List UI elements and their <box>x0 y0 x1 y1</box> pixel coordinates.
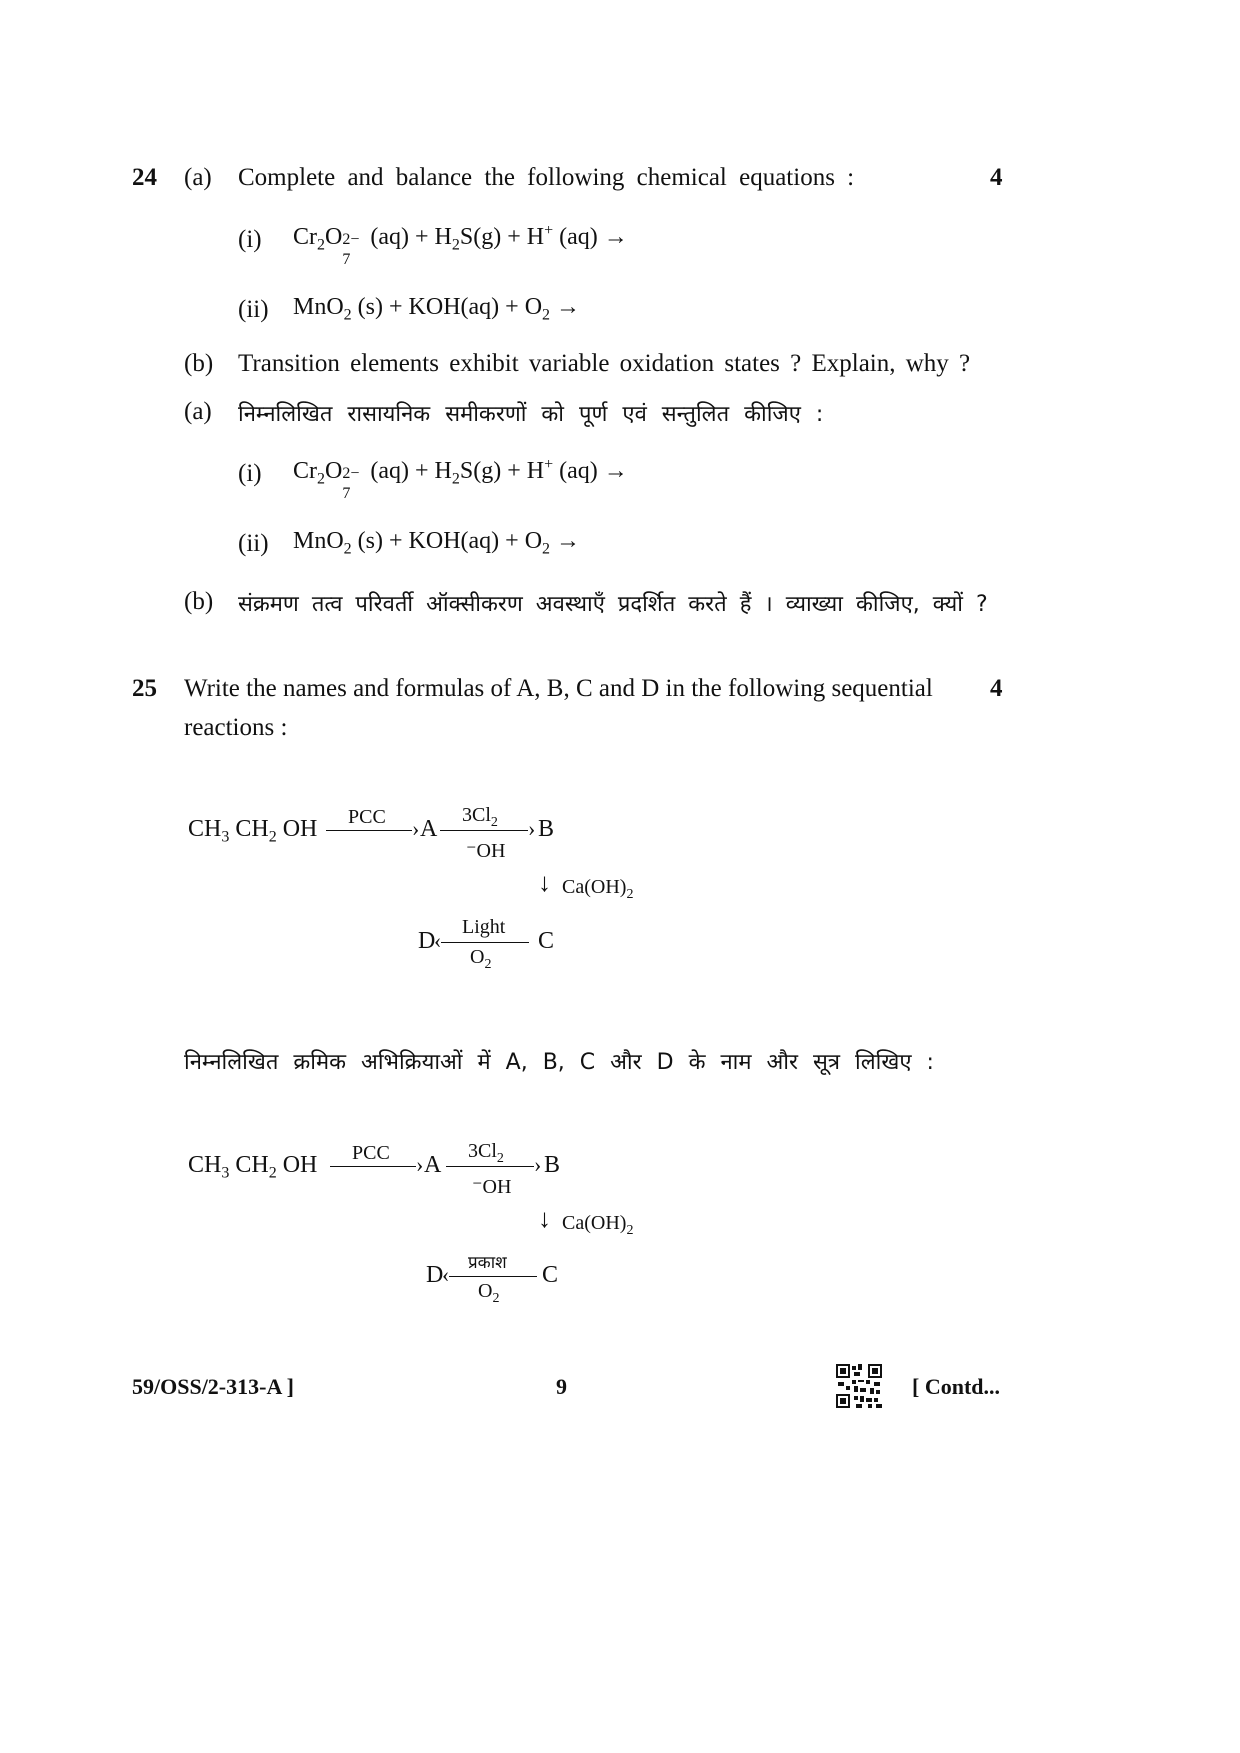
q24-marks: 4 <box>990 164 1003 191</box>
reagent-hydroxide: ⁻OH <box>466 840 506 862</box>
arrow-right-icon: › <box>326 816 419 842</box>
page-number: 9 <box>556 1374 567 1399</box>
reagent-chlorine: $3Cl_2$ <box>462 804 498 830</box>
q24-en-i-label: (i) <box>238 226 262 253</box>
q24-en-a-label: (a) <box>184 164 212 191</box>
reagent-hydroxide: ⁻OH <box>472 1176 512 1198</box>
product-b: B <box>544 1152 561 1178</box>
q25-marks: 4 <box>990 675 1003 702</box>
q25-hi-text: निम्नलिखित क्रमिक अभिक्रियाओं में A, B, C और D के नाम और सूत्र लिखिए : <box>184 1050 934 1075</box>
arrow-down-icon: ↓ <box>538 868 551 897</box>
product-a: A <box>424 1152 442 1178</box>
q24-en-equation-ii: MnO$_2$ $(s) + KOH(aq) + O_2$ → <box>293 294 581 324</box>
q24-hi-b-label: (b) <box>184 588 214 615</box>
arrow-right-icon: › <box>440 816 535 842</box>
q24-hi-equation-ii: MnO$_2$ $(s) + KOH(aq) + O_2$ → <box>293 528 581 558</box>
product-d: D <box>426 1262 444 1288</box>
q24-en-equation-i: $Cr_2O$ 2− 7 $(aq) + H_2S(g) + H^+$ (aq) → <box>293 222 628 268</box>
reagent-calcium-hydroxide: $Ca(OH)_2$ <box>562 1212 634 1238</box>
q24-hi-b-text: संक्रमण तत्व परिवर्ती ऑक्सीकरण अवस्थाएँ प्रदर्शित करते हैं । व्याख्या कीजिए, क्यों ? <box>238 592 988 617</box>
arrow-left-icon: ‹ <box>442 1262 537 1288</box>
reagent-pcc: PCC <box>352 1142 390 1164</box>
question-number-25: 25 <box>132 675 157 702</box>
reagent-chlorine: $3Cl_2$ <box>468 1140 504 1166</box>
question-number-24: 24 <box>132 164 157 191</box>
q24-en-ii-label: (ii) <box>238 296 269 323</box>
reactant-ethanol: $CH_3$ $CH_2$ OH <box>188 1152 318 1182</box>
q24-hi-ii-label: (ii) <box>238 530 269 557</box>
q24-hi-a-label: (a) <box>184 398 212 425</box>
arrow-left-icon: ‹ <box>434 928 529 954</box>
continued-label: [ Contd... <box>912 1374 1001 1399</box>
q24-en-a-text: Complete and balance the following chemical equations : <box>238 164 855 191</box>
product-a: A <box>420 816 438 842</box>
q25-en-text-line2: reactions : <box>184 714 288 741</box>
reactant-ethanol: $CH_3$ $CH_2$ OH <box>188 816 318 846</box>
paper-code: 59/OSS/2-313-A ] <box>132 1374 294 1399</box>
q24-hi-a-text: निम्नलिखित रासायनिक समीकरणों को पूर्ण एवं सन्तुलित कीजिए : <box>238 402 824 427</box>
reagent-light: Light <box>462 916 506 938</box>
reagent-light: प्रकाश <box>468 1253 507 1273</box>
q24-hi-equation-i: $Cr_2O$ 2− 7 $(aq) + H_2S(g) + H^+$ (aq) → <box>293 456 628 502</box>
product-b: B <box>538 816 555 842</box>
q24-hi-i-label: (i) <box>238 460 262 487</box>
product-c: C <box>542 1262 559 1288</box>
qr-code-icon <box>836 1364 882 1408</box>
product-d: D <box>418 928 436 954</box>
q24-en-b-text: Transition elements exhibit variable oxidation states ? Explain, why ? <box>238 350 971 377</box>
reagent-oxygen: $O_2$ <box>478 1280 500 1306</box>
arrow-right-icon: › <box>446 1152 541 1178</box>
reagent-calcium-hydroxide: $Ca(OH)_2$ <box>562 876 634 902</box>
arrow-down-icon: ↓ <box>538 1204 551 1233</box>
q25-en-text-line1: Write the names and formulas of A, B, C and D in the following sequential <box>184 675 933 702</box>
product-c: C <box>538 928 555 954</box>
q24-en-b-label: (b) <box>184 350 214 377</box>
reagent-oxygen: $O_2$ <box>470 946 492 972</box>
arrow-right-icon: › <box>330 1152 423 1178</box>
reagent-pcc: PCC <box>348 806 386 828</box>
